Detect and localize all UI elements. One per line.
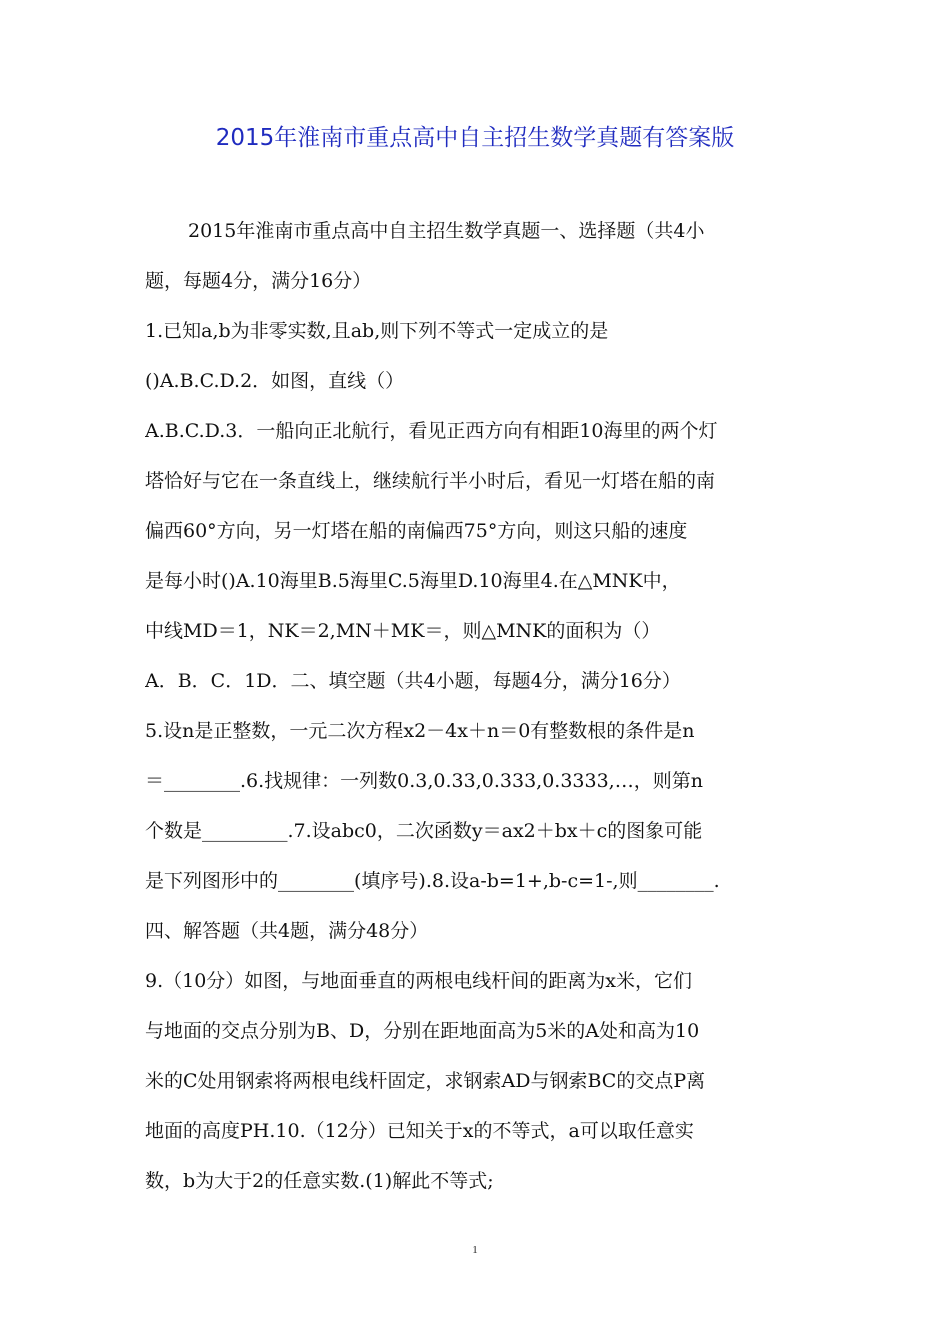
text-line: 个数是_________.7.设abc0，二次函数y＝ax2＋bx＋c的图象可能: [145, 820, 703, 842]
text-line: 中线MD＝1，NK＝2,MN＋MK＝，则△MNK的面积为（）: [145, 620, 661, 642]
text-line: A.B.C.D.3．一船向正北航行，看见正西方向有相距10海里的两个灯: [145, 420, 718, 442]
text-line: ＝________.6.找规律：一列数0.3,0.33,0.333,0.3333,…，则第n: [145, 770, 703, 792]
text-line: 数，b为大于2的任意实数.(1)解此不等式;: [145, 1170, 494, 1192]
text-line: 9.（10分）如图，与地面垂直的两根电线杆间的距离为x米，它们: [145, 970, 693, 992]
text-line: 题，每题4分，满分16分）: [145, 270, 372, 292]
text-line: 米的C处用钢索将两根电线杆固定，求钢索AD与钢索BC的交点P离: [145, 1070, 706, 1092]
text-line: 地面的高度PH.10.（12分）已知关于x的不等式，a可以取任意实: [145, 1120, 694, 1142]
text-line: 与地面的交点分别为B、D，分别在距地面高为5米的A处和高为10: [145, 1020, 700, 1042]
text-line: 塔恰好与它在一条直线上，继续航行半小时后，看见一灯塔在船的南: [145, 470, 716, 492]
text-line: ()A.B.C.D.2．如图，直线（）: [145, 370, 405, 392]
text-line: 是每小时()A.10海里B.5海里C.5海里D.10海里4.在△MNK中，: [145, 570, 681, 592]
text-line: 偏西60°方向，另一灯塔在船的南偏西75°方向，则这只船的速度: [145, 520, 688, 542]
page-number: 1: [472, 1244, 478, 1256]
text-line: 1.已知a,b为非零实数,且ab,则下列不等式一定成立的是: [145, 320, 609, 342]
document-title: 2015年淮南市重点高中自主招生数学真题有答案版: [215, 125, 735, 151]
text-line: 是下列图形中的________(填序号).8.设a-b=1+,b-c=1-,则________.: [145, 870, 720, 892]
text-line: 四、解答题（共4题，满分48分）: [145, 920, 429, 942]
text-line: 5.设n是正整数，一元二次方程x2－4x＋n＝0有整数根的条件是n: [145, 720, 695, 742]
text-line: 2015年淮南市重点高中自主招生数学真题一、选择题（共4小: [188, 220, 705, 242]
document-body: [145, 206, 810, 1206]
text-line: A．B．C．1D．二、填空题（共4小题，每题4分，满分16分）: [145, 670, 681, 692]
